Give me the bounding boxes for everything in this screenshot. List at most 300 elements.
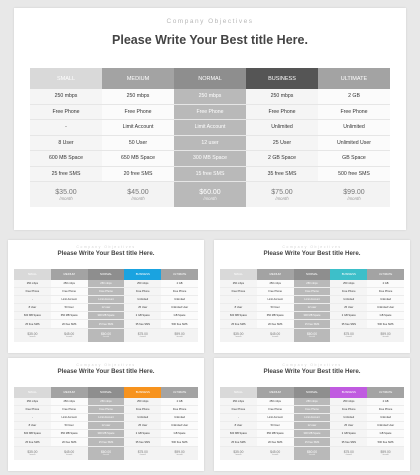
feature-cell: 250 mbps <box>124 398 161 406</box>
price-amount: $60.00 <box>306 449 318 454</box>
price-cell <box>367 446 404 460</box>
plan-name: MEDIUM <box>51 269 88 280</box>
feature-cell: Limit Account <box>88 413 125 421</box>
plan-name: SMALL <box>220 269 257 280</box>
feature-row <box>30 166 390 182</box>
plan-name: BUSINESS <box>330 269 367 280</box>
feature-cell: 20 free SMS <box>102 166 174 182</box>
pricing-table <box>220 269 404 342</box>
slide-subtitle: Company Objectives <box>166 18 254 25</box>
price-amount: $99.00 <box>380 449 391 454</box>
feature-cell: GB Space <box>161 430 198 438</box>
plan-name: ULTIMATE <box>367 269 404 280</box>
feature-row <box>220 422 404 430</box>
price-period: /month <box>272 336 279 339</box>
price-amount: $75.00 <box>271 188 293 196</box>
feature-row <box>220 413 404 421</box>
feature-cell: 20 free SMS <box>51 438 88 446</box>
feature-cell: 250 mbps <box>51 398 88 406</box>
plan-name: NORMAL <box>294 387 331 398</box>
feature-cell: 25 free SMS <box>14 320 51 328</box>
price-cell <box>246 182 318 208</box>
feature-cell: 50 User <box>51 304 88 312</box>
feature-cell: 25 User <box>330 422 367 430</box>
price-cell <box>294 328 331 342</box>
feature-cell: 2 GB Space <box>330 312 367 320</box>
feature-cell: 250 mbps <box>88 398 125 406</box>
feature-cell: 35 free SMS <box>124 438 161 446</box>
price-period: /month <box>29 336 36 339</box>
price-period: /month <box>347 195 361 201</box>
feature-cell: 250 mbps <box>30 89 102 104</box>
feature-cell: Unlimited User <box>161 422 198 430</box>
plan-name: MEDIUM <box>51 387 88 398</box>
feature-cell: GB Space <box>367 312 404 320</box>
price-period: /month <box>139 454 146 457</box>
price-period: /month <box>345 454 352 457</box>
price-amount: $60.00 <box>199 188 221 196</box>
feature-cell: 2 GB Space <box>124 430 161 438</box>
feature-cell: 8 User <box>220 304 257 312</box>
price-amount: $99.00 <box>174 331 185 336</box>
feature-cell: 25 User <box>124 422 161 430</box>
feature-cell: - <box>30 120 102 136</box>
feature-cell: Free Phone <box>257 405 294 413</box>
feature-cell: Free Phone <box>14 405 51 413</box>
price-period: /month <box>275 195 289 201</box>
pricing-table <box>220 387 404 460</box>
feature-cell: Free Phone <box>294 405 331 413</box>
price-cell <box>330 446 367 460</box>
feature-cell: 8 User <box>14 422 51 430</box>
feature-cell: 500 free SMS <box>161 320 198 328</box>
price-row <box>220 446 404 460</box>
price-cell <box>330 328 367 342</box>
feature-cell: GB Space <box>367 430 404 438</box>
feature-row <box>220 280 404 288</box>
feature-cell: 15 free SMS <box>294 320 331 328</box>
price-cell <box>124 446 161 460</box>
price-amount: $99.00 <box>380 331 391 336</box>
feature-cell: Free Phone <box>257 287 294 295</box>
feature-cell: Unlimited <box>367 295 404 303</box>
price-amount: $60.00 <box>100 449 112 454</box>
price-amount: $75.00 <box>343 331 354 336</box>
price-cell <box>88 446 125 460</box>
feature-cell: 15 free SMS <box>88 320 125 328</box>
feature-cell: 500 free SMS <box>161 438 198 446</box>
price-period: /month <box>308 454 316 457</box>
price-amount: $35.00 <box>27 449 38 454</box>
price-period: /month <box>308 336 316 339</box>
feature-cell: 20 free SMS <box>257 438 294 446</box>
feature-cell: Free Phone <box>124 405 161 413</box>
feature-cell: 500 free SMS <box>318 166 390 182</box>
price-cell <box>88 328 125 342</box>
price-cell <box>318 182 390 208</box>
feature-cell: 250 mbps <box>102 89 174 104</box>
plan-header-row <box>14 387 198 398</box>
price-amount: $35.00 <box>55 188 77 196</box>
feature-row <box>30 89 390 104</box>
feature-cell: 50 User <box>102 135 174 151</box>
price-amount: $35.00 <box>233 331 244 336</box>
feature-cell: 650 MB Space <box>102 151 174 167</box>
price-period: /month <box>66 454 73 457</box>
pricing-table <box>30 68 390 207</box>
feature-cell: Limit Account <box>257 413 294 421</box>
feature-cell: 600 MB Space <box>14 430 51 438</box>
feature-cell: 250 mbps <box>88 280 125 288</box>
plan-name: NORMAL <box>88 387 125 398</box>
feature-cell: 35 free SMS <box>124 320 161 328</box>
pricing-table <box>14 269 198 342</box>
price-period: /month <box>382 454 389 457</box>
feature-cell: 15 free SMS <box>294 438 331 446</box>
slide-title: Please Write Your Best title Here. <box>57 368 155 375</box>
slide-title: Please Write Your Best title Here. <box>263 250 361 257</box>
feature-cell: 250 mbps <box>294 280 331 288</box>
thumbnail-slide-orange[interactable] <box>8 358 204 471</box>
feature-cell: 250 mbps <box>220 398 257 406</box>
feature-cell: Free Phone <box>51 287 88 295</box>
feature-cell: 25 free SMS <box>14 438 51 446</box>
feature-cell: 250 mbps <box>14 398 51 406</box>
feature-row <box>14 398 198 406</box>
feature-row <box>30 135 390 151</box>
feature-row <box>14 320 198 328</box>
price-period: /month <box>66 336 73 339</box>
feature-cell: 8 User <box>14 304 51 312</box>
feature-row <box>30 120 390 136</box>
price-period: /month <box>176 454 183 457</box>
price-cell <box>14 328 51 342</box>
feature-cell: 250 mbps <box>257 398 294 406</box>
plan-name: NORMAL <box>294 269 331 280</box>
feature-cell: Free Phone <box>367 405 404 413</box>
feature-cell: 500 free SMS <box>367 320 404 328</box>
feature-cell: 2 GB <box>318 89 390 104</box>
price-amount: $45.00 <box>64 449 75 454</box>
price-period: /month <box>139 336 146 339</box>
price-period: /month <box>102 336 110 339</box>
feature-cell: Unlimited <box>330 413 367 421</box>
feature-cell: 25 User <box>330 304 367 312</box>
price-period: /month <box>345 336 352 339</box>
feature-cell: 650 MB Space <box>257 430 294 438</box>
price-cell <box>257 328 294 342</box>
price-period: /month <box>131 195 145 201</box>
slide-title: Please Write Your Best title Here. <box>112 33 308 47</box>
price-amount: $45.00 <box>64 331 75 336</box>
feature-cell: 25 free SMS <box>220 438 257 446</box>
price-cell <box>220 446 257 460</box>
feature-cell: 12 user <box>294 422 331 430</box>
feature-cell: 2 GB Space <box>124 312 161 320</box>
feature-cell: 300 MB Space <box>174 151 246 167</box>
plan-name: ULTIMATE <box>161 387 198 398</box>
pricing-table <box>14 387 198 460</box>
plan-name: SMALL <box>220 387 257 398</box>
main-slide <box>14 8 406 230</box>
plan-name: BUSINESS <box>330 387 367 398</box>
price-period: /month <box>272 454 279 457</box>
feature-cell: Limit Account <box>257 295 294 303</box>
feature-cell: Unlimited <box>246 120 318 136</box>
feature-cell: Limit Account <box>174 120 246 136</box>
price-cell <box>257 446 294 460</box>
feature-cell: Unlimited <box>161 295 198 303</box>
feature-cell: 25 User <box>246 135 318 151</box>
feature-cell: 25 free SMS <box>220 320 257 328</box>
plan-header-row <box>14 269 198 280</box>
feature-cell: Unlimited User <box>367 422 404 430</box>
price-amount: $99.00 <box>174 449 185 454</box>
price-amount: $35.00 <box>27 331 38 336</box>
feature-cell: Free Phone <box>174 104 246 120</box>
feature-row <box>14 295 198 303</box>
feature-row <box>14 287 198 295</box>
feature-cell: 250 mbps <box>51 280 88 288</box>
price-cell <box>220 328 257 342</box>
feature-cell: 50 User <box>257 422 294 430</box>
price-row <box>14 446 198 460</box>
plan-header-row <box>220 387 404 398</box>
price-row <box>14 328 198 342</box>
feature-row <box>14 413 198 421</box>
feature-cell: 250 mbps <box>330 280 367 288</box>
feature-cell: 250 mbps <box>174 89 246 104</box>
feature-cell: 300 MB Space <box>88 312 125 320</box>
feature-row <box>220 312 404 320</box>
feature-row <box>220 287 404 295</box>
feature-cell: 600 MB Space <box>220 312 257 320</box>
feature-cell: Free Phone <box>30 104 102 120</box>
feature-cell: 250 mbps <box>246 89 318 104</box>
slide-title: Please Write Your Best title Here. <box>263 368 361 375</box>
feature-cell: 50 User <box>257 304 294 312</box>
plan-header-row <box>30 68 390 89</box>
plan-name: SMALL <box>14 387 51 398</box>
price-row <box>220 328 404 342</box>
price-amount: $45.00 <box>127 188 149 196</box>
feature-cell: 25 free SMS <box>30 166 102 182</box>
feature-cell: Free Phone <box>246 104 318 120</box>
feature-row <box>220 320 404 328</box>
price-cell <box>102 182 174 208</box>
feature-cell: Free Phone <box>161 405 198 413</box>
feature-row <box>14 430 198 438</box>
feature-cell: Unlimited User <box>318 135 390 151</box>
feature-cell: 600 MB Space <box>14 312 51 320</box>
price-row <box>30 182 390 208</box>
feature-cell: Limit Account <box>294 413 331 421</box>
plan-name: NORMAL <box>88 269 125 280</box>
feature-cell: Unlimited <box>330 295 367 303</box>
feature-cell: Free Phone <box>330 405 367 413</box>
price-period: /month <box>382 336 389 339</box>
feature-row <box>220 295 404 303</box>
price-amount: $99.00 <box>343 188 365 196</box>
thumbnail-slide-blue[interactable] <box>8 240 204 353</box>
feature-cell: Unlimited <box>124 295 161 303</box>
price-amount: $75.00 <box>343 449 354 454</box>
feature-row <box>30 104 390 120</box>
price-cell <box>161 446 198 460</box>
thumbnail-slide-teal[interactable] <box>214 240 410 353</box>
feature-cell: Free Phone <box>102 104 174 120</box>
price-amount: $45.00 <box>270 449 281 454</box>
price-amount: $75.00 <box>137 331 148 336</box>
feature-cell: Limit Account <box>294 295 331 303</box>
feature-cell: 35 free SMS <box>330 320 367 328</box>
slide-subtitle: Company Objectives <box>76 363 136 367</box>
feature-cell: 20 free SMS <box>51 320 88 328</box>
feature-row <box>14 438 198 446</box>
feature-row <box>220 438 404 446</box>
feature-row <box>14 405 198 413</box>
price-cell <box>174 182 246 208</box>
plan-name: ULTIMATE <box>318 68 390 89</box>
feature-row <box>220 430 404 438</box>
feature-cell: 12 user <box>88 422 125 430</box>
feature-cell: Free Phone <box>318 104 390 120</box>
feature-cell: 2 GB Space <box>330 430 367 438</box>
feature-cell: Free Phone <box>161 287 198 295</box>
feature-cell: 20 free SMS <box>257 320 294 328</box>
price-period: /month <box>29 454 36 457</box>
price-period: /month <box>102 454 110 457</box>
feature-cell: Limit Account <box>88 295 125 303</box>
price-cell <box>30 182 102 208</box>
feature-cell: 12 user <box>294 304 331 312</box>
feature-cell: Limit Account <box>51 413 88 421</box>
feature-cell: Free Phone <box>88 405 125 413</box>
price-amount: $60.00 <box>100 331 112 336</box>
feature-cell: GB Space <box>161 312 198 320</box>
plan-name: SMALL <box>30 68 102 89</box>
feature-cell: Free Phone <box>51 405 88 413</box>
feature-cell: 25 User <box>124 304 161 312</box>
feature-cell: Free Phone <box>294 287 331 295</box>
feature-cell: 8 User <box>220 422 257 430</box>
price-period: /month <box>59 195 73 201</box>
plan-name: ULTIMATE <box>367 387 404 398</box>
price-cell <box>294 446 331 460</box>
plan-name: BUSINESS <box>124 269 161 280</box>
feature-cell: 250 mbps <box>220 280 257 288</box>
feature-cell: 250 mbps <box>330 398 367 406</box>
feature-cell: Limit Account <box>102 120 174 136</box>
price-amount: $60.00 <box>306 331 318 336</box>
price-cell <box>124 328 161 342</box>
feature-cell: - <box>14 413 51 421</box>
feature-cell: Limit Account <box>51 295 88 303</box>
feature-cell: Free Phone <box>330 287 367 295</box>
feature-cell: 300 MB Space <box>294 430 331 438</box>
feature-cell: Unlimited <box>161 413 198 421</box>
price-period: /month <box>235 336 242 339</box>
plan-name: MEDIUM <box>257 387 294 398</box>
feature-cell: 2 GB <box>161 280 198 288</box>
price-amount: $75.00 <box>137 449 148 454</box>
feature-cell: 250 mbps <box>14 280 51 288</box>
feature-row <box>220 398 404 406</box>
feature-cell: Unlimited <box>124 413 161 421</box>
feature-cell: 8 User <box>30 135 102 151</box>
feature-cell: 650 MB Space <box>51 312 88 320</box>
feature-cell: 2 GB <box>367 398 404 406</box>
feature-cell: Unlimited User <box>367 304 404 312</box>
price-period: /month <box>176 336 183 339</box>
price-cell <box>367 328 404 342</box>
feature-row <box>14 312 198 320</box>
feature-cell: 250 mbps <box>294 398 331 406</box>
feature-cell: 250 mbps <box>124 280 161 288</box>
plan-name: NORMAL <box>174 68 246 89</box>
feature-cell: Free Phone <box>220 405 257 413</box>
price-cell <box>14 446 51 460</box>
price-cell <box>51 328 88 342</box>
feature-cell: Unlimited <box>318 120 390 136</box>
feature-cell: 2 GB <box>161 398 198 406</box>
slide-subtitle: Company Objectives <box>282 245 342 249</box>
plan-header-row <box>220 269 404 280</box>
feature-cell: Unlimited User <box>161 304 198 312</box>
feature-cell: GB Space <box>318 151 390 167</box>
feature-cell: Free Phone <box>124 287 161 295</box>
price-amount: $35.00 <box>233 449 244 454</box>
feature-cell: 12 user <box>174 135 246 151</box>
feature-cell: 2 GB Space <box>246 151 318 167</box>
plan-name: SMALL <box>14 269 51 280</box>
plan-name: MEDIUM <box>257 269 294 280</box>
plan-name: BUSINESS <box>124 387 161 398</box>
price-amount: $45.00 <box>270 331 281 336</box>
feature-row <box>30 151 390 167</box>
feature-cell: 600 MB Space <box>30 151 102 167</box>
thumbnail-slide-purple[interactable] <box>214 358 410 471</box>
feature-cell: - <box>14 295 51 303</box>
feature-cell: Free Phone <box>367 287 404 295</box>
feature-row <box>220 304 404 312</box>
feature-cell: - <box>220 295 257 303</box>
slide-subtitle: Company Objectives <box>76 245 136 249</box>
slide-title: Please Write Your Best title Here. <box>57 250 155 257</box>
feature-cell: 600 MB Space <box>220 430 257 438</box>
price-period: /month <box>235 454 242 457</box>
feature-cell: Free Phone <box>88 287 125 295</box>
feature-cell: 250 mbps <box>257 280 294 288</box>
feature-cell: 2 GB <box>367 280 404 288</box>
feature-cell: Free Phone <box>14 287 51 295</box>
plan-name: ULTIMATE <box>161 269 198 280</box>
feature-cell: 300 MB Space <box>294 312 331 320</box>
price-cell <box>161 328 198 342</box>
feature-cell: 15 free SMS <box>174 166 246 182</box>
feature-cell: 12 user <box>88 304 125 312</box>
slide-subtitle: Company Objectives <box>282 363 342 367</box>
feature-cell: 650 MB Space <box>257 312 294 320</box>
feature-cell: - <box>220 413 257 421</box>
feature-cell: 50 User <box>51 422 88 430</box>
plan-name: MEDIUM <box>102 68 174 89</box>
price-period: /month <box>203 195 217 201</box>
feature-cell: 35 free SMS <box>246 166 318 182</box>
feature-row <box>14 280 198 288</box>
price-cell <box>51 446 88 460</box>
feature-cell: Free Phone <box>220 287 257 295</box>
